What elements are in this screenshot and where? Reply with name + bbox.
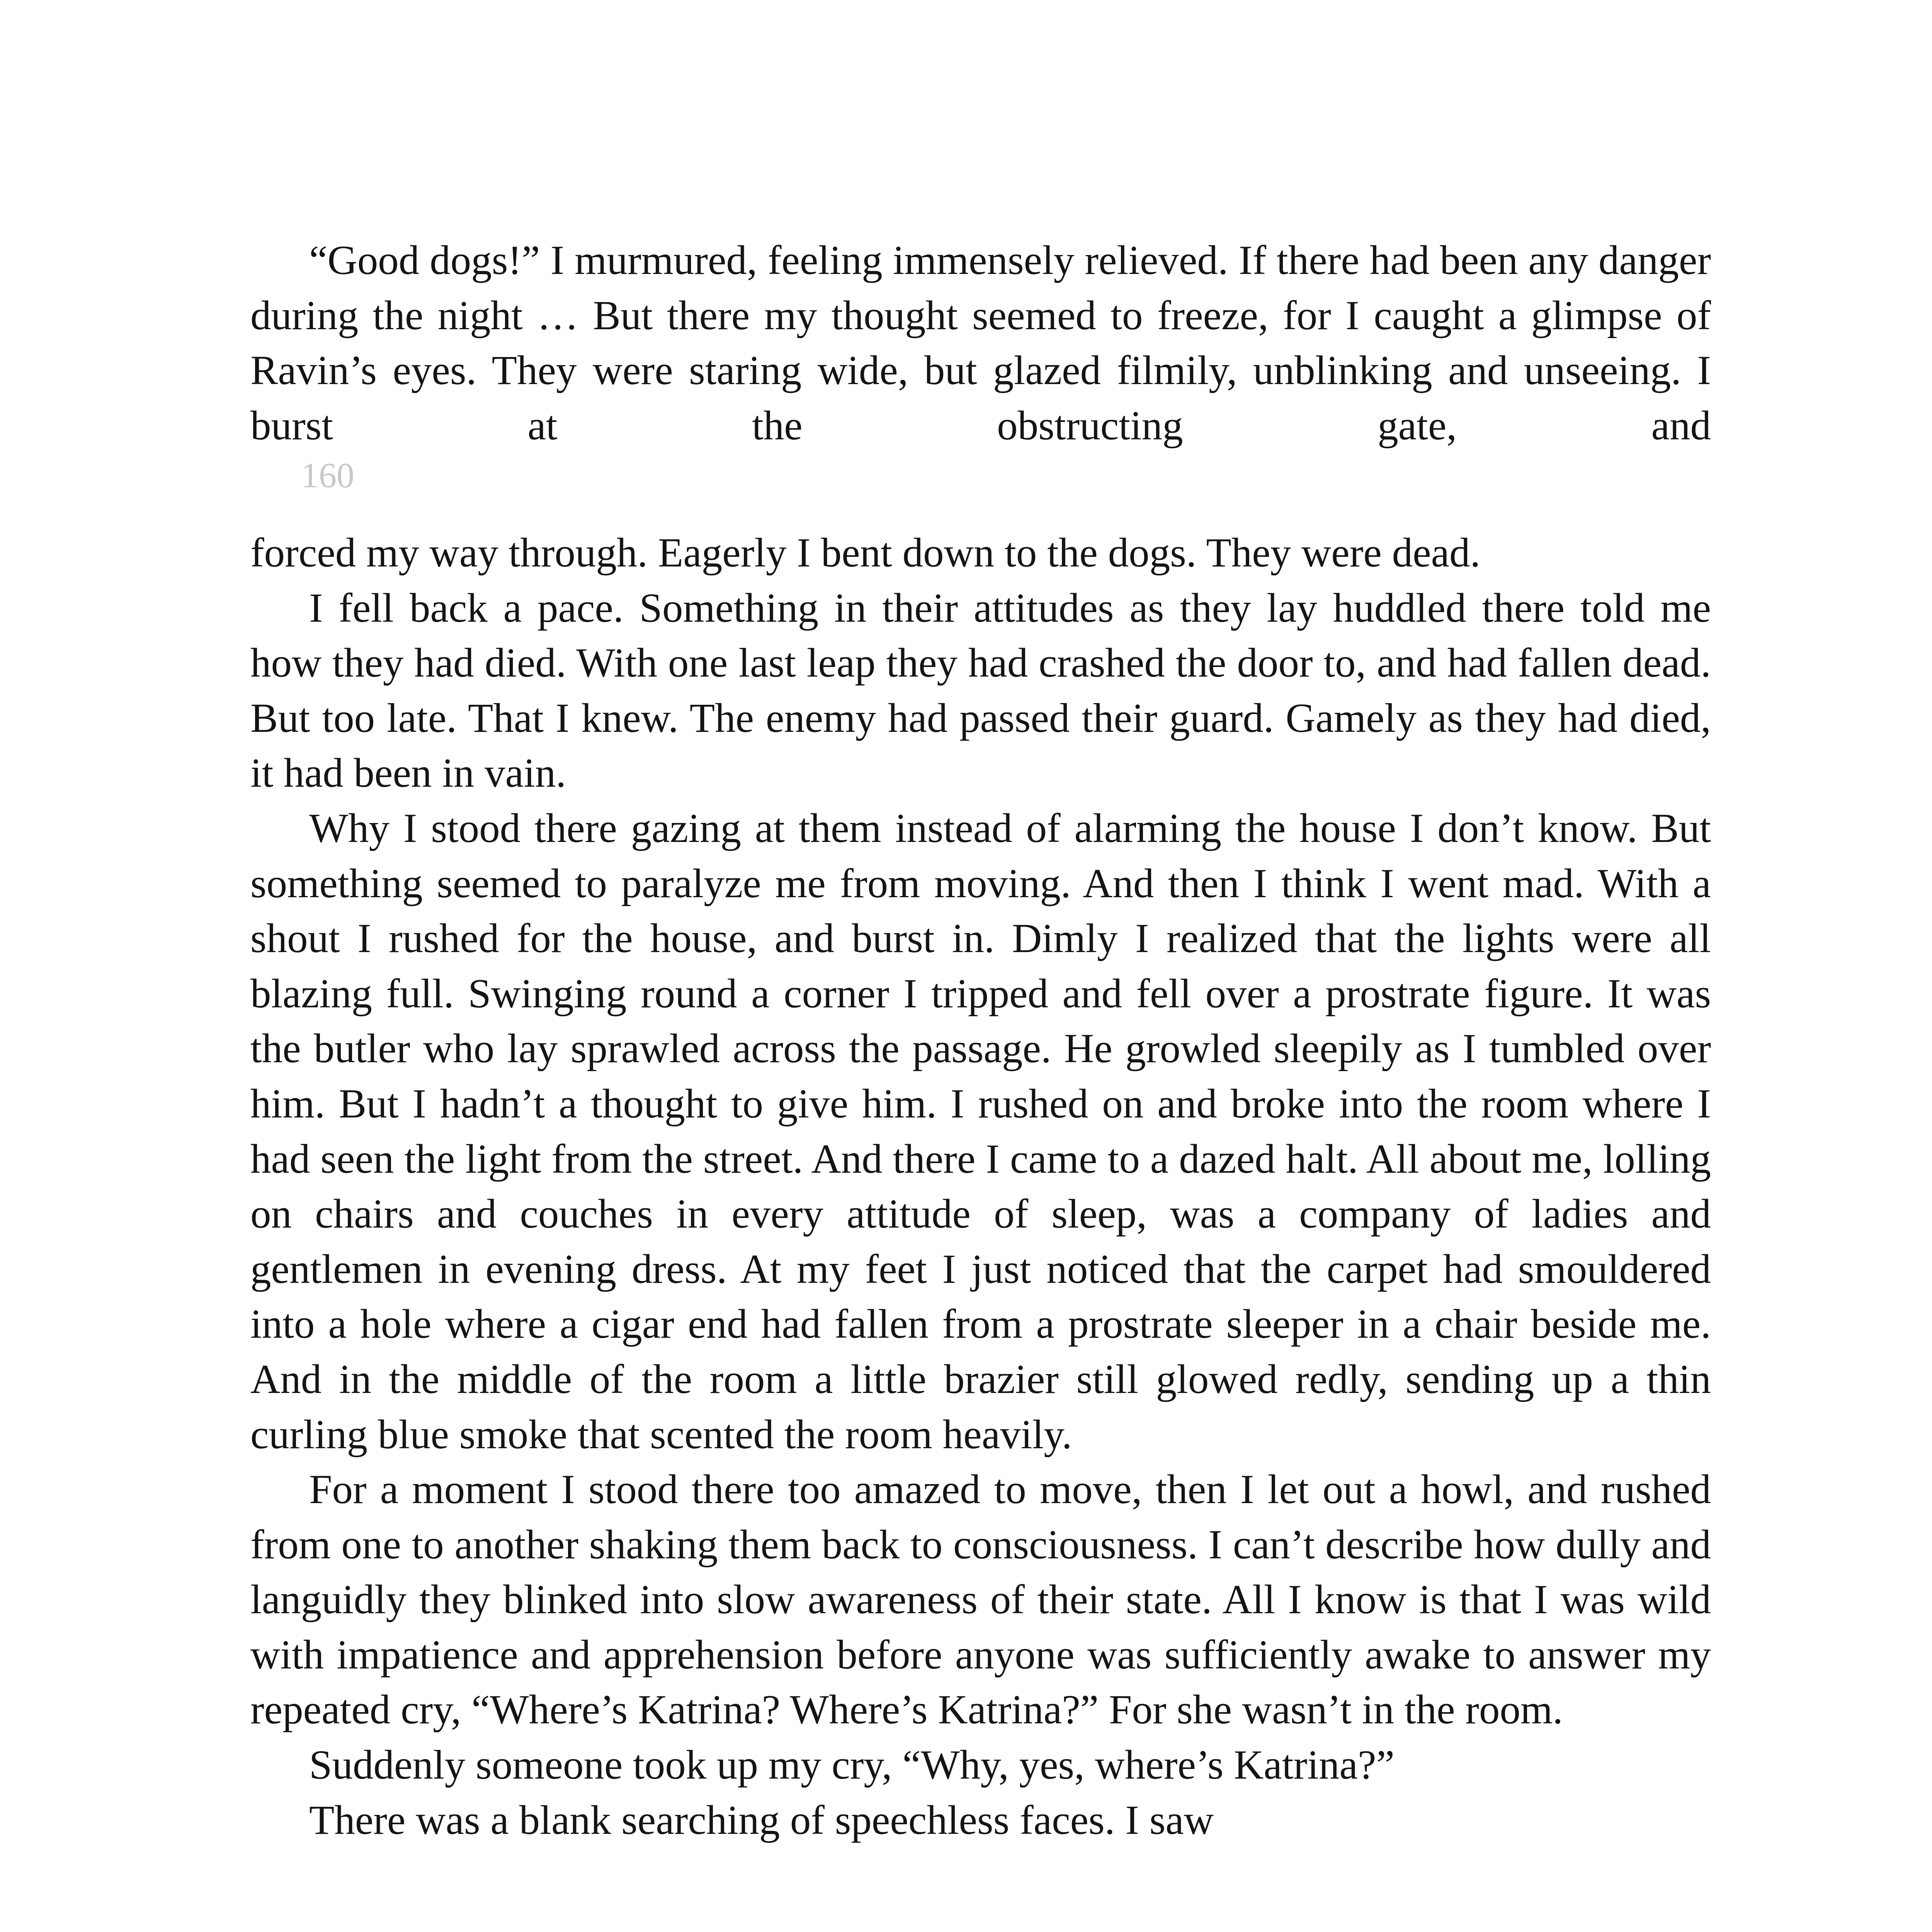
paragraph-forced-my-way: forced my way through. Eagerly I bent down to the dogs. They were dead. [250, 530, 1481, 576]
paragraph-for-a-moment: For a moment I stood there too amazed to move, then I let out a howl, and rushed from one to another shaking them back to consciousness. I can’t describe how dully and languidly they blinked into slow awareness of their state. All I know is that I was wild with impatience and apprehension before anyone was sufficiently awake to answer my repeated cry, “Where’s Katrina? Where’s Katrina?” For she wasn’t in the room. [250, 1467, 1711, 1733]
paragraph-why-i-stood: Why I stood there gazing at them instead of alarming the house I don’t know. But something seemed to paralyze me from moving. And then I think I went mad. With a shout I rushed for the house, and burst in. Dimly I realized that the lights were all blazing full. Swinging round a corner I tripped and fell over a prostrate figure. It was the butler who lay sprawled across the passage. He growled sleepily as I tumbled over him. But I hadn’t a thought to give him. I rushed on and broke into the room where I had seen the light from the street. And there I came to a dazed halt. All about me, lolling on chairs and couches in every attitude of sleep, was a company of ladies and gentlemen in evening dress. At my feet I just noticed that the carpet had smouldered into a hole where a cigar end had fallen from a prostrate sleeper in a chair beside me. And in the middle of the room a little brazier still glowed redly, sending up a thin curling blue smoke that scented the room heavily. [250, 805, 1711, 1458]
paragraph-fell-back: I fell back a pace. Something in their attitudes as they lay huddled there told me how they had died. With one last leap they had crashed the door to, and had fallen dead. But too late. That I knew. The enemy had passed their guard. Gamely as they had died, it had been in vain. [250, 585, 1711, 796]
page-number-160: 160 [301, 456, 354, 495]
text-block-top [250, 233, 1711, 453]
text-block-middle [250, 526, 1711, 1848]
paragraph-suddenly: Suddenly someone took up my cry, “Why, yes, where’s Katrina?” [309, 1742, 1395, 1788]
paragraph-good-dogs: “Good dogs!” I murmured, feeling immensely relieved. If there had been any danger during the night … But there my thought seemed to freeze, for I caught a glimpse of Ravin’s eyes. They were staring wide, but glazed filmily, unblinking and unseeing. I burst at the obstructing gate, and [250, 238, 1711, 449]
paragraph-blank-searching: There was a blank searching of speechless faces. I saw [309, 1797, 1214, 1843]
